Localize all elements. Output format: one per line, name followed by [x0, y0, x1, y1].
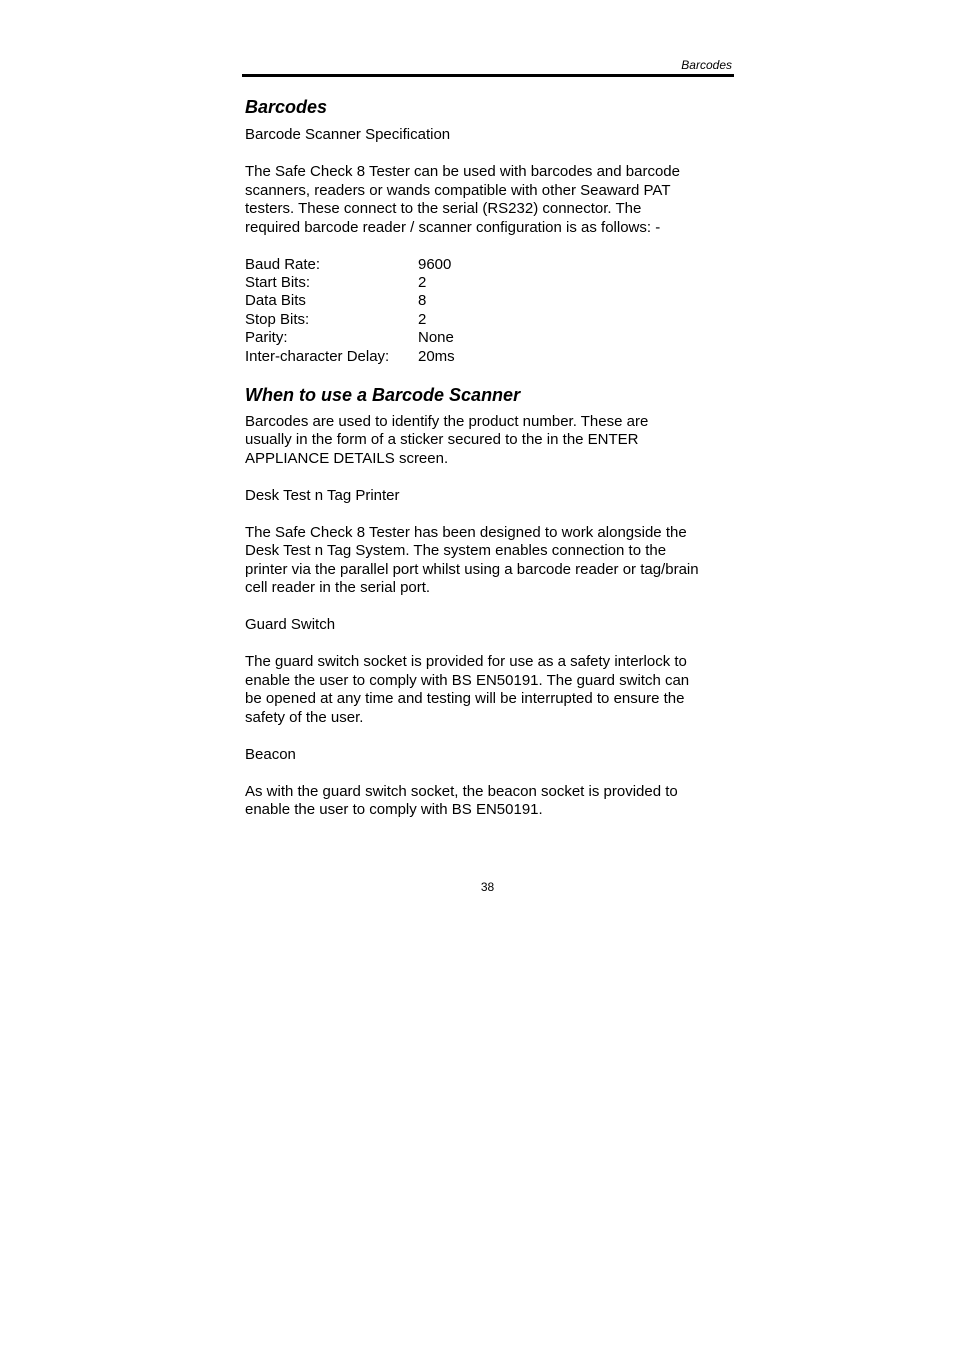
beacon-subheading: Beacon	[245, 745, 296, 763]
paragraph-line: cell reader in the serial port.	[245, 579, 431, 597]
spec-value: 20ms	[418, 347, 455, 365]
spec-row	[245, 348, 455, 366]
spec-row	[245, 292, 455, 310]
paragraph-line: enable the user to comply with BS EN50191.	[245, 801, 543, 819]
spec-label: Parity:	[245, 329, 288, 347]
paragraph-line: scanners, readers or wands compatible with other Seaward PAT	[245, 181, 671, 199]
page-body	[245, 96, 737, 820]
running-header: Barcodes	[681, 58, 732, 72]
spec-value: 2	[418, 273, 427, 291]
spec-label: Stop Bits:	[245, 310, 310, 328]
spec-value: 9600	[418, 255, 452, 273]
spec-label: Inter-character Delay:	[245, 347, 390, 365]
spec-label: Data Bits	[245, 292, 306, 310]
spec-table	[245, 256, 455, 366]
header-rule	[242, 74, 734, 77]
printer-paragraph	[245, 524, 737, 598]
paragraph-line: The Safe Check 8 Tester has been designed to work alongside the	[245, 523, 687, 541]
guard-switch-paragraph	[245, 653, 737, 727]
paragraph-line: As with the guard switch socket, the beacon socket is provided to	[245, 782, 678, 800]
spec-row	[245, 329, 455, 347]
page-number: 38	[480, 880, 495, 894]
paragraph-line: The guard switch socket is provided for use as a safety interlock to	[245, 653, 687, 671]
spec-row	[245, 274, 455, 292]
spec-value: None	[418, 329, 454, 347]
spec-subheading: Barcode Scanner Specification	[245, 126, 451, 143]
usage-paragraph	[245, 413, 737, 469]
spec-label: Start Bits:	[245, 273, 311, 291]
spec-value: 8	[418, 292, 427, 310]
paragraph-line: required barcode reader / scanner configuration is as follows: -	[245, 218, 661, 236]
paragraph-line: testers. These connect to the serial (RS232) connector. The	[245, 200, 642, 217]
paragraph-line: usually in the form of a sticker secured to the in the ENTER	[245, 431, 639, 449]
beacon-paragraph	[245, 783, 737, 820]
paragraph-line: Barcodes are used to identify the product number. These are	[245, 412, 649, 430]
section-heading-when-to-use: When to use a Barcode Scanner	[245, 384, 521, 405]
spec-value: 2	[418, 310, 427, 328]
paragraph-line: safety of the user.	[245, 708, 364, 726]
spec-label: Baud Rate:	[245, 255, 321, 273]
spec-row	[245, 311, 455, 329]
paragraph-line: be opened at any time and testing will be interrupted to ensure the	[245, 690, 685, 708]
paragraph-line: enable the user to comply with BS EN50191. The guard switch can	[245, 671, 690, 689]
guard-switch-subheading: Guard Switch	[245, 616, 336, 634]
paragraph-line: The Safe Check 8 Tester can be used with barcodes and barcode	[245, 163, 680, 180]
paragraph-line: printer via the parallel port whilst using a barcode reader or tag/brain	[245, 560, 699, 578]
paragraph-line: APPLIANCE DETAILS screen.	[245, 449, 449, 467]
printer-subheading: Desk Test n Tag Printer	[245, 486, 400, 504]
spec-row	[245, 256, 455, 274]
intro-paragraph	[245, 163, 737, 237]
paragraph-line: Desk Test n Tag System. The system enables connection to the	[245, 542, 667, 560]
section-heading-barcodes: Barcodes	[245, 97, 328, 117]
